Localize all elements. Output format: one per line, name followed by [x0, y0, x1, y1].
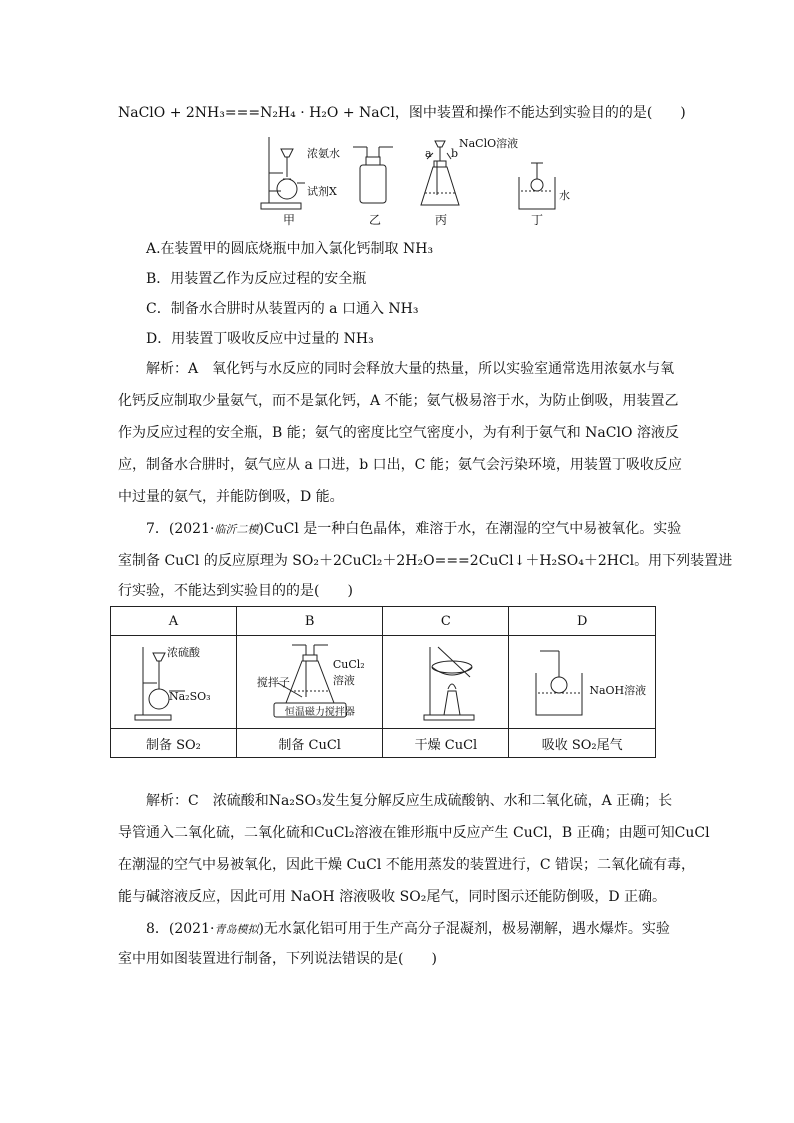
- q6-analysis-line-5: 中过量的氨气，并能防倒吸，D 能。: [118, 489, 344, 505]
- q6-analysis-line-2: 化钙反应制取少量氨气，而不是氯化钙，A 不能；氨气极易溶于水，为防止倒吸，用装置乙: [118, 393, 679, 409]
- q7-options-table: [110, 606, 656, 758]
- table-cell-c-figure: [383, 636, 509, 729]
- label-naoh: NaOH溶液: [589, 684, 647, 697]
- q6-analysis-line-1: 解析：A 氧化钙与水反应的同时会释放大量的热量，所以实验室通常选用浓氨水与氧: [146, 361, 675, 377]
- caption-bing: 丙: [435, 213, 448, 227]
- q6-stem-line: NaClO + 2NH₃===N₂H₄ · H₂O + NaCl，图中装置和操作不能达到实验目的的是( ): [118, 105, 686, 121]
- table-header-c: C: [383, 607, 509, 636]
- q7-analysis-line-4: 能与碱溶液反应，因此可用 NaOH 溶液吸收 SO₂尾气，同时图示还能防倒吸，D 正确。: [118, 889, 666, 905]
- table-caption-a: 制备 SO₂: [111, 729, 237, 758]
- q8-stem-rest: )无水氯化铝可用于生产高分子混凝剂，极易潮解，遇水爆炸。实验: [258, 921, 670, 937]
- q7-stem-rest: )CuCl 是一种白色晶体，难溶于水，在潮湿的空气中易被氧化。实验: [258, 521, 682, 537]
- label-magnetic-stirrer: 恒温磁力搅拌器: [284, 707, 355, 718]
- caption-yi: 乙: [369, 213, 382, 227]
- evaporation-diagram: [386, 639, 506, 725]
- q7-number: 7．(2021·: [146, 521, 215, 537]
- q8-stem-line-2: 室中用如图装置进行制备，下列说法错误的是( ): [118, 951, 437, 967]
- q7-analysis-line-2: 导管通入二氧化硫，二氧化硫和CuCl₂溶液在锥形瓶中反应产生 CuCl，B 正确；由题可知CuCl: [118, 825, 710, 841]
- q6-analysis-line-3: 作为反应过程的安全瓶，B 能；氨气的密度比空气密度小，为有利于氨气和 NaClO 溶液反: [118, 425, 679, 441]
- q6-figure: [255, 133, 585, 233]
- q7-analysis-line-1: 解析：C 浓硫酸和Na₂SO₃发生复分解反应生成硫酸钠、水和二氧化硫，A 正确；长: [146, 793, 673, 809]
- label-b: b: [451, 147, 459, 160]
- q7-stem-line-2: 室制备 CuCl 的反应原理为 SO₂＋2CuCl₂＋2H₂O===2CuCl↓＋H₂SO₄＋2HCl。用下列装置进: [118, 553, 733, 569]
- label-naclo: NaClO溶液: [459, 137, 519, 150]
- q8-stem-line-1: [146, 918, 670, 941]
- label-nongan: 浓氨水: [307, 147, 340, 160]
- table-header-b: B: [236, 607, 383, 636]
- table-caption-d: 吸收 SO₂尾气: [509, 729, 656, 758]
- label-cucl2: CuCl₂: [332, 658, 365, 671]
- label-solution: 溶液: [332, 674, 355, 687]
- q7-analysis-line-3: 在潮湿的空气中易被氧化，因此干燥 CuCl 不能用蒸发的装置进行，C 错误；二氧化硫有毒，: [118, 857, 695, 873]
- label-a: a: [425, 147, 432, 160]
- q8-source-note: 青岛模拟: [214, 923, 259, 936]
- q6-option-d: D．用装置丁吸收反应中过量的 NH₃: [146, 331, 374, 347]
- caption-ding: 丁: [531, 213, 544, 227]
- table-header-a: A: [111, 607, 237, 636]
- caption-jia: 甲: [283, 213, 296, 227]
- q8-number: 8．(2021·: [146, 921, 215, 937]
- q6-option-b: B．用装置乙作为反应过程的安全瓶: [146, 271, 367, 287]
- table-caption-c: 干燥 CuCl: [383, 729, 509, 758]
- label-nongliusuan: 浓硫酸: [167, 646, 200, 659]
- label-stir-bar: 搅拌子: [256, 676, 290, 689]
- label-shui: 水: [559, 189, 570, 202]
- table-cell-b-figure: [236, 636, 383, 729]
- q6-analysis-line-4: 应，制备水合肼时，氨气应从 a 口进，b 口出，C 能；氨气会污染环境，用装置丁吸收反应: [118, 457, 682, 473]
- table-cell-d-figure: [509, 636, 656, 729]
- stand-base: [261, 203, 301, 209]
- q7-stem-line-1: [146, 518, 681, 541]
- q7-source-note: 临沂二模: [214, 523, 259, 536]
- q6-option-c: C．制备水合肼时从装置丙的 a 口通入 NH₃: [146, 301, 419, 317]
- q6-option-a: A.在装置甲的圆底烧瓶中加入氯化钙制取 NH₃: [146, 241, 434, 257]
- label-shiji: 试剂X: [307, 185, 337, 198]
- table-caption-b: 制备 CuCl: [236, 729, 383, 758]
- q7-stem-line-3: 行实验，不能达到实验目的的是( ): [118, 583, 353, 599]
- label-na2so3: Na₂SO₃: [169, 690, 211, 703]
- table-cell-a-figure: [111, 636, 237, 729]
- table-header-d: D: [509, 607, 656, 636]
